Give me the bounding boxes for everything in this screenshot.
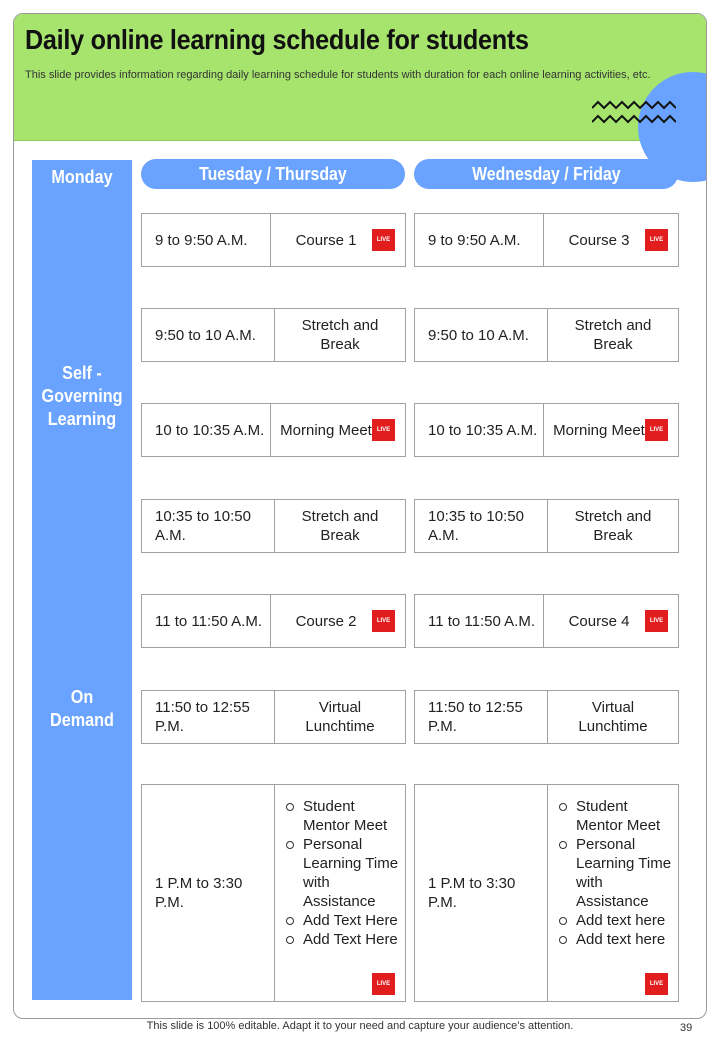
- live-badge: LIVE: [645, 229, 668, 251]
- schedule-row: [141, 213, 406, 267]
- activity-list-item: Student Mentor Meet: [284, 797, 404, 835]
- slide-frame: [13, 13, 707, 1019]
- activity-list-item: Add text here: [557, 930, 677, 949]
- activity-cell: [271, 595, 405, 647]
- schedule-row: [141, 784, 406, 1002]
- activity-cell: [548, 309, 678, 361]
- activity-label: Virtual Lunchtime: [305, 699, 375, 735]
- time-cell: 10 to 10:35 A.M.: [142, 404, 271, 456]
- time-cell: 9:50 to 10 A.M.: [142, 309, 275, 361]
- time-cell: 11:50 to 12:55 P.M.: [415, 691, 548, 743]
- time-cell: 11 to 11:50 A.M.: [415, 595, 544, 647]
- live-badge: LIVE: [645, 610, 668, 632]
- activity-cell: [544, 595, 678, 647]
- activity-list-item: Personal Learning Time with Assistance: [557, 835, 677, 911]
- page-number: 39: [680, 1022, 693, 1034]
- activity-label: Morning Meet: [553, 421, 645, 439]
- activity-list-item: Student Mentor Meet: [557, 797, 677, 835]
- zigzag-decoration: [592, 98, 676, 126]
- activity-label: Stretch and Break: [301, 317, 379, 353]
- activity-list-item: Personal Learning Time with Assistance: [284, 835, 404, 911]
- activity-cell: [271, 214, 405, 266]
- activity-label: Course 4: [568, 612, 630, 630]
- activity-cell: [275, 785, 405, 1001]
- schedule-row: [141, 690, 406, 744]
- schedule-row: [414, 594, 679, 648]
- schedule-row: [414, 403, 679, 457]
- wednesday-friday-header: Wednesday / Friday: [414, 159, 678, 189]
- activity-label: Virtual Lunchtime: [578, 699, 648, 735]
- time-cell: 10:35 to 10:50 A.M.: [142, 500, 275, 552]
- time-cell: 11:50 to 12:55 P.M.: [142, 691, 275, 743]
- page-title: Daily online learning schedule for students: [25, 24, 529, 55]
- activity-cell: [275, 309, 405, 361]
- activity-list: [284, 797, 404, 949]
- monday-column: [32, 160, 132, 1000]
- activity-cell: [548, 500, 678, 552]
- time-cell: 10:35 to 10:50 A.M.: [415, 500, 548, 552]
- activity-label: Stretch and Break: [574, 508, 652, 544]
- time-cell: 10 to 10:35 A.M.: [415, 404, 544, 456]
- activity-label: Course 2: [295, 612, 357, 630]
- time-cell: 9 to 9:50 A.M.: [415, 214, 544, 266]
- schedule-row: [414, 784, 679, 1002]
- activity-label: Morning Meet: [280, 421, 372, 439]
- self-governing-label: Self - Governing Learning: [41, 363, 123, 429]
- schedule-row: [414, 213, 679, 267]
- activity-cell: [275, 691, 405, 743]
- time-cell: 9 to 9:50 A.M.: [142, 214, 271, 266]
- live-badge: LIVE: [372, 610, 395, 632]
- schedule-row: [414, 690, 679, 744]
- time-cell: 1 P.M to 3:30 P.M.: [415, 785, 548, 1001]
- tuesday-thursday-header: Tuesday / Thursday: [141, 159, 405, 189]
- activity-label: Stretch and Break: [301, 508, 379, 544]
- page-subtitle: This slide provides information regarding daily learning schedule for students with duration for each online learning activities, etc.: [25, 69, 651, 81]
- schedule-row: [141, 308, 406, 362]
- live-badge: LIVE: [372, 229, 395, 251]
- activity-label: Course 3: [568, 231, 630, 249]
- time-cell: 11 to 11:50 A.M.: [142, 595, 271, 647]
- header-band: [14, 14, 707, 141]
- activity-list: [557, 797, 677, 949]
- schedule-row: [141, 403, 406, 457]
- activity-cell: [544, 404, 678, 456]
- footer-note: This slide is 100% editable. Adapt it to your need and capture your audience’s attention.: [146, 1020, 574, 1032]
- activity-label: Stretch and Break: [574, 317, 652, 353]
- activity-list-item: Add Text Here: [284, 930, 404, 949]
- schedule-row: [141, 499, 406, 553]
- activity-cell: [271, 404, 405, 456]
- activity-cell: [544, 214, 678, 266]
- time-cell: 1 P.M to 3:30 P.M.: [142, 785, 275, 1001]
- activity-list-item: Add text here: [557, 911, 677, 930]
- live-badge: LIVE: [645, 419, 668, 441]
- schedule-row: [141, 594, 406, 648]
- on-demand-label: On Demand: [50, 687, 114, 730]
- activity-cell: [548, 785, 678, 1001]
- live-badge: LIVE: [372, 973, 395, 995]
- activity-label: Course 1: [295, 231, 357, 249]
- live-badge: LIVE: [645, 973, 668, 995]
- time-cell: 9:50 to 10 A.M.: [415, 309, 548, 361]
- schedule-row: [414, 499, 679, 553]
- activity-cell: [275, 500, 405, 552]
- activity-cell: [548, 691, 678, 743]
- schedule-row: [414, 308, 679, 362]
- live-badge: LIVE: [372, 419, 395, 441]
- monday-label: Monday: [51, 167, 113, 187]
- activity-list-item: Add Text Here: [284, 911, 404, 930]
